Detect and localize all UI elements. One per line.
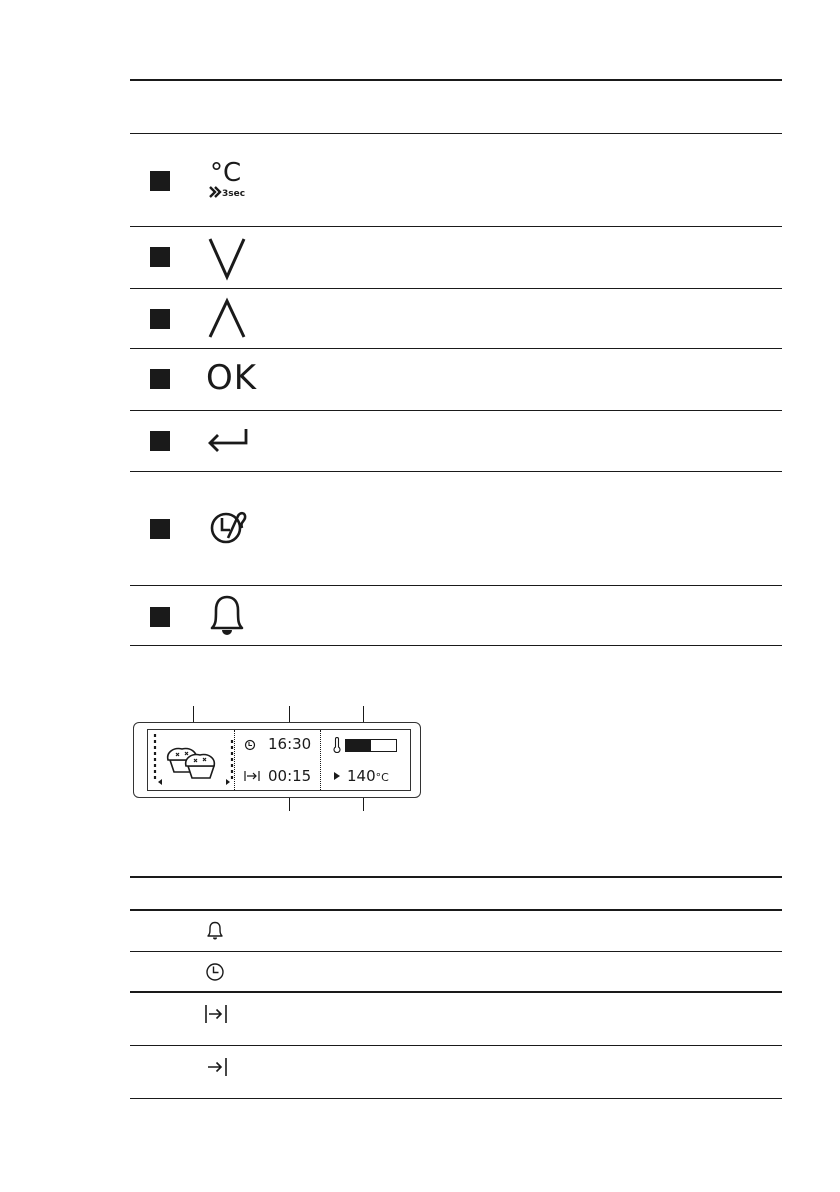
ok-icon: OK: [206, 358, 258, 398]
sensor-field-marker: [150, 309, 170, 329]
display-divider: [234, 730, 235, 790]
table-row-down: [130, 227, 782, 289]
table-row-minute-minder: [130, 911, 782, 952]
three-sec-label: 3sec: [222, 189, 246, 199]
heat-level-fill: [346, 740, 371, 751]
sensor-field-marker: [150, 519, 170, 539]
heat-level-bar: [345, 739, 397, 752]
chevron-up-icon: [198, 295, 262, 343]
table-row-end: [130, 1046, 782, 1099]
display-divider: [320, 730, 321, 790]
table-row-duration: [130, 993, 782, 1046]
chevron-down-icon: [198, 233, 262, 281]
celsius-symbol: °C: [210, 158, 242, 188]
display-temperature-group: [347, 767, 389, 785]
control-panel-table: [130, 79, 782, 646]
display-time: 16:30: [268, 735, 312, 753]
return-arrow-icon: [198, 419, 262, 467]
celsius-3sec-icon: [198, 154, 262, 202]
sensor-field-marker: [150, 607, 170, 627]
sensor-field-marker: [150, 171, 170, 191]
display-screen: [147, 729, 411, 791]
baking-food-icon: [148, 730, 248, 790]
table-row-ok: [130, 349, 782, 411]
display-temperature: 140: [347, 767, 376, 785]
table-row-up: [130, 289, 782, 349]
sensor-field-marker: [150, 431, 170, 451]
table-row-alarm: [130, 586, 782, 646]
bell-icon: [198, 590, 262, 638]
table-header-row: [130, 81, 782, 134]
table-row-back: [130, 411, 782, 472]
duration-arrow-bar-icon: [204, 1003, 228, 1025]
thermometer-icon: [332, 737, 342, 753]
clock-icon: [204, 961, 226, 983]
food-sensor-icon: [198, 504, 262, 552]
duration-arrow-bar-icon: [244, 770, 260, 782]
table-row-time-of-day: [130, 952, 782, 993]
display-duration: 00:15: [268, 767, 312, 785]
bell-icon: [204, 920, 226, 942]
oven-display: [133, 722, 421, 798]
end-arrow-bar-icon: [204, 1056, 228, 1078]
clock-functions-table: [130, 876, 782, 1099]
table-row-food-sensor: [130, 472, 782, 586]
sensor-field-marker: [150, 247, 170, 267]
table-row-temperature: [130, 134, 782, 227]
play-arrow-icon: [334, 772, 340, 780]
display-temperature-unit: °C: [375, 771, 389, 784]
table-header-row: [130, 876, 782, 911]
sensor-field-marker: [150, 369, 170, 389]
clock-icon: [244, 739, 256, 751]
